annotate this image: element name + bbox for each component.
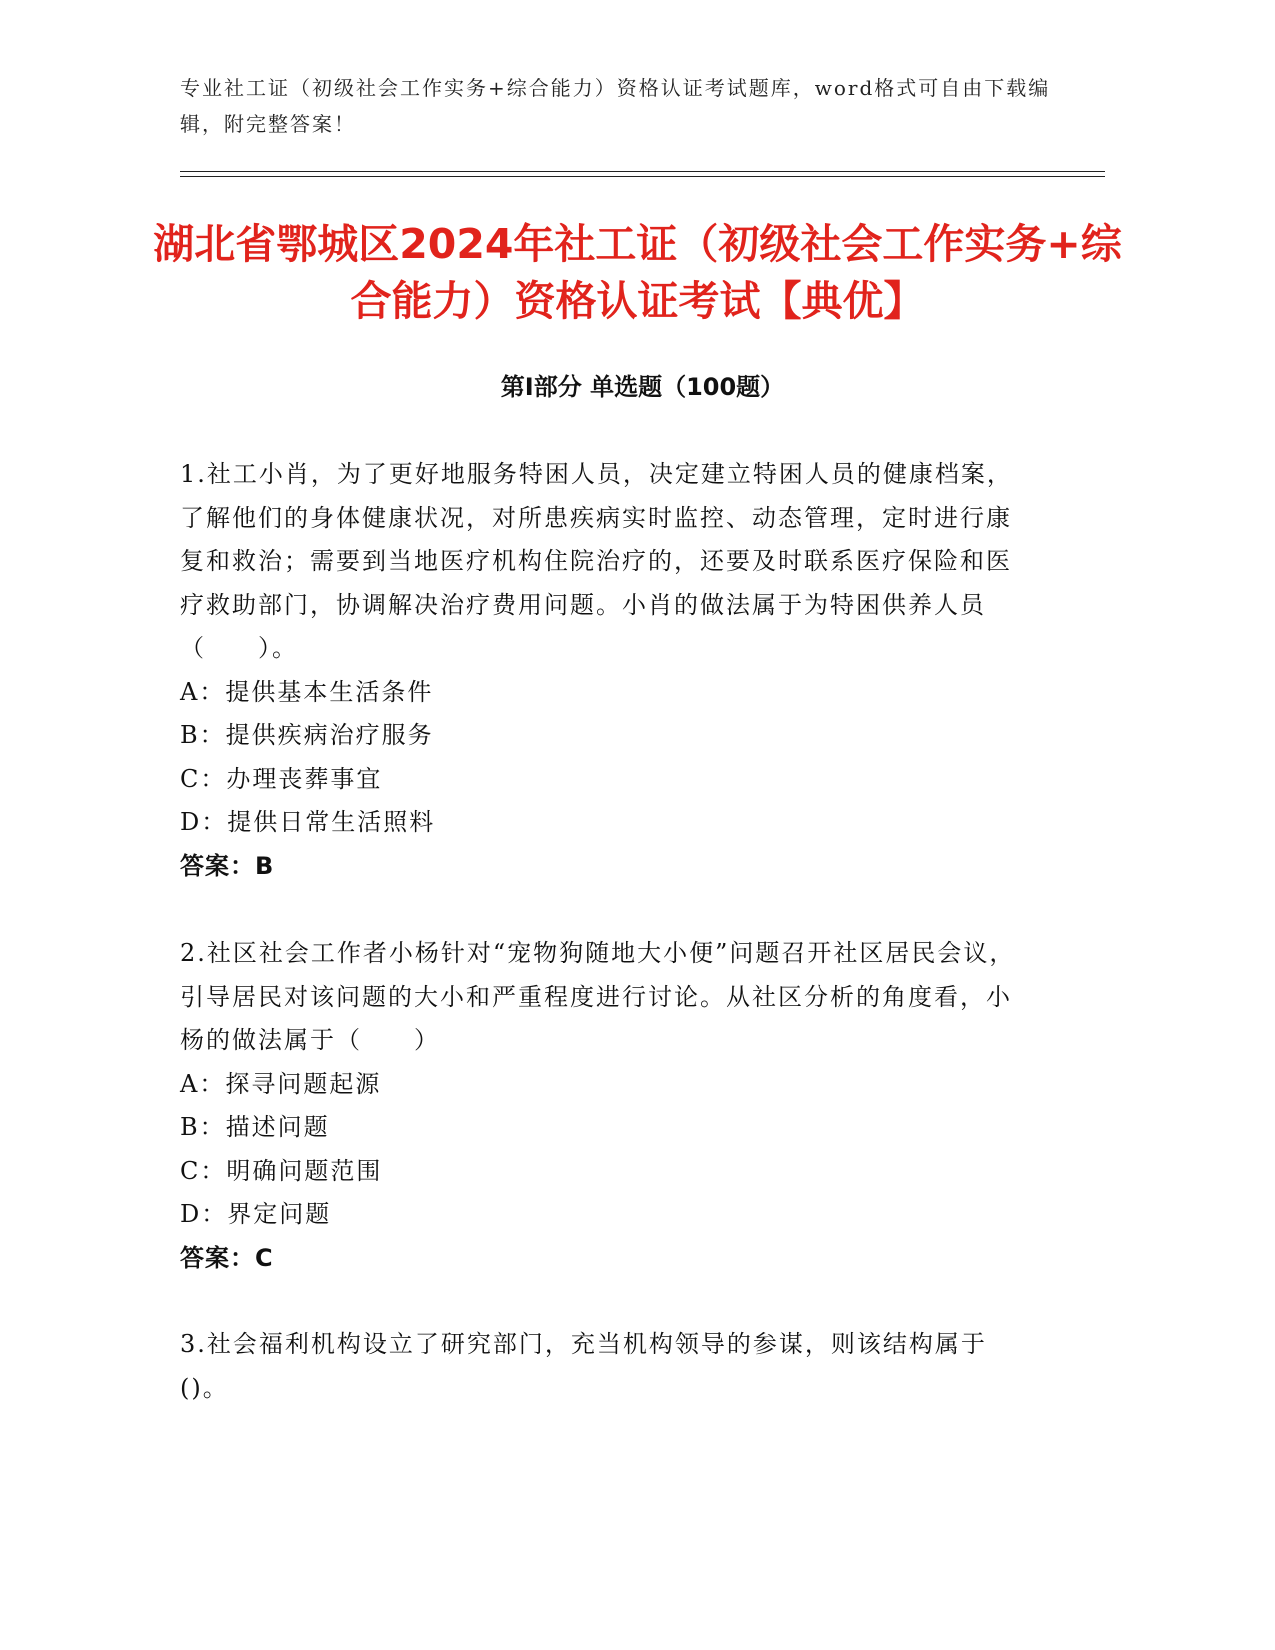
answer-value: C [255, 1243, 274, 1272]
question-3 [180, 1323, 1016, 1410]
option-a: A：探寻问题起源 [180, 1069, 382, 1098]
option-c: C：明确问题范围 [180, 1156, 383, 1185]
document-title: 湖北省鄂城区2024年社工证（初级社会工作实务+综合能力）资格认证考试【典优】 [153, 220, 1122, 325]
option-a: A：提供基本生活条件 [180, 677, 434, 706]
answer-line [180, 845, 1016, 889]
option-b: B：描述问题 [180, 1113, 330, 1141]
answer-line [180, 1237, 1016, 1281]
question-stem: 2.社区社会工作者小杨针对“宠物狗随地大小便”问题召开社区居民会议，引导居民对该问题的大小和严重程度进行讨论。从社区分析的角度看，小杨的做法属于（ ） [180, 939, 1016, 1054]
option-c: C：办理丧葬事宜 [180, 764, 383, 793]
header-rule-top [180, 171, 1105, 172]
answer-label: 答案： [180, 1243, 255, 1272]
answer-value: B [255, 851, 275, 880]
question-stem: 1.社工小肖，为了更好地服务特困人员，决定建立特困人员的健康档案，了解他们的身体健康状况，对所患疾病实时监控、动态管理，定时进行康复和救治；需要到当地医疗机构住院治疗的，还要及时联系医疗保险和医疗救助部门，协调解决治疗费用问题。小肖的做法属于为特困供养人员（ ）。 [180, 460, 1013, 662]
question-1 [180, 453, 1016, 888]
option-d: D：界定问题 [180, 1200, 332, 1228]
option-b: B：提供疾病治疗服务 [180, 721, 434, 749]
question-2 [180, 932, 1016, 1280]
header-note: 专业社工证（初级社会工作实务+综合能力）资格认证考试题库，word格式可自由下载编辑，附完整答案！ [180, 76, 1051, 136]
header-rule-bottom [180, 176, 1105, 177]
option-d: D：提供日常生活照料 [180, 808, 436, 836]
section-heading: 第Ⅰ部分 单选题（100题） [500, 373, 785, 401]
answer-label: 答案： [180, 851, 255, 880]
question-stem: 3.社会福利机构设立了研究部门，充当机构领导的参谋，则该结构属于()。 [180, 1330, 987, 1402]
